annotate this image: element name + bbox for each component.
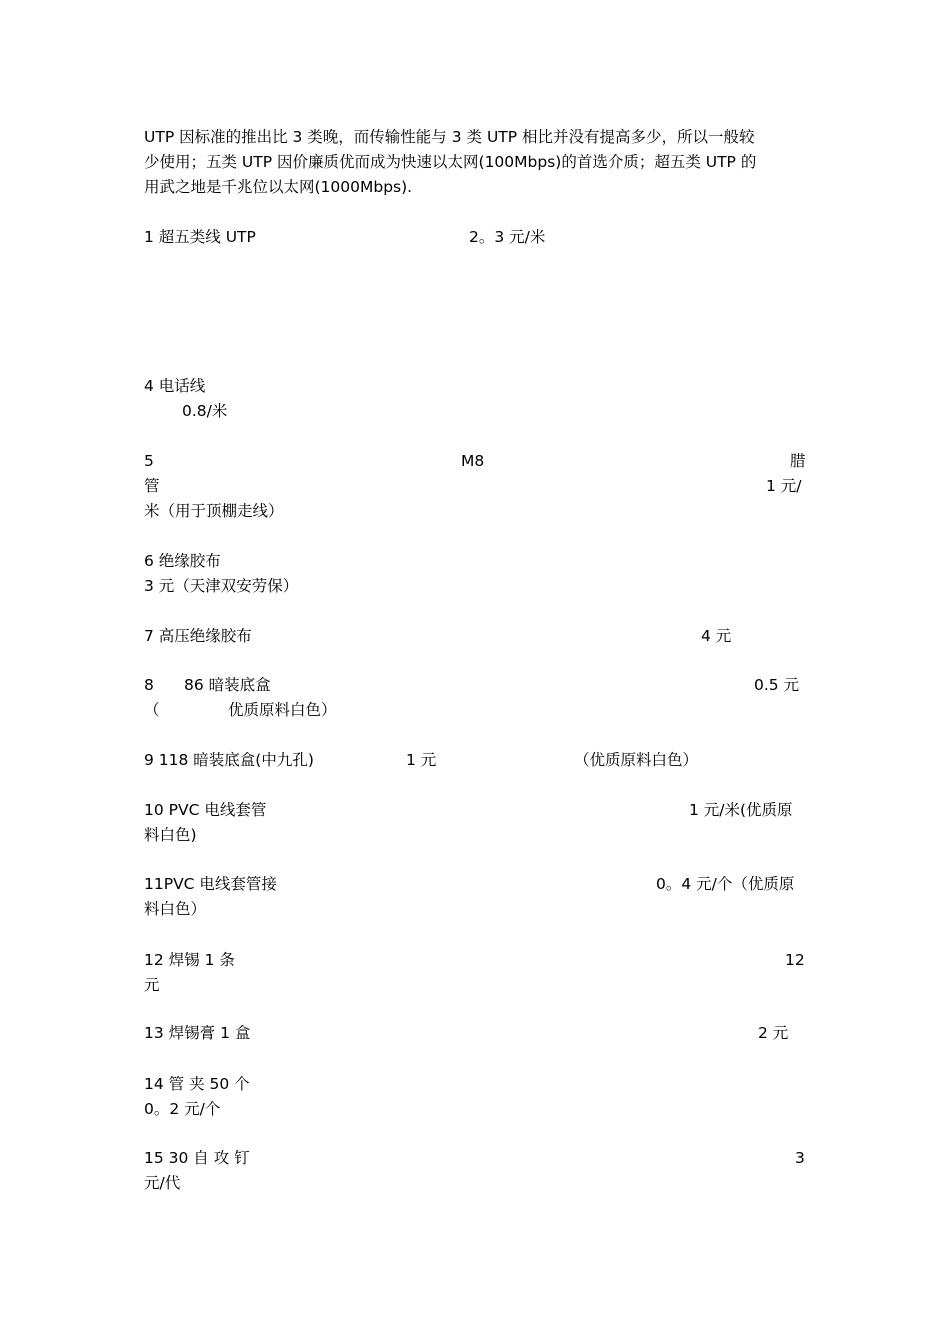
item-15-name: 15 30 自 攻 钉	[144, 1149, 250, 1167]
item-12-name: 12 焊锡 1 条	[144, 951, 235, 969]
item-15-price: 3	[795, 1149, 805, 1167]
item-8-number: 8	[144, 676, 154, 694]
item-11-name: 11PVC 电线套管接	[144, 875, 277, 893]
item-9-name: 9 118 暗装底盒(中九孔)	[144, 751, 314, 769]
item-5-price: 1 元/	[766, 477, 802, 495]
item-8-price: 0.5 元	[754, 676, 800, 694]
item-10-price: 1 元/米(优质原	[689, 801, 793, 819]
item-10-note: 料白色)	[144, 826, 197, 844]
item-5-spec: M8	[461, 452, 485, 470]
item-9-note: （优质原料白色）	[574, 751, 699, 769]
intro-line-2: 少使用；五类 UTP 因价廉质优而成为快速以太网(100Mbps)的首选介质；超五类 UTP 的	[144, 153, 757, 171]
item-11-note: 料白色）	[144, 900, 207, 918]
item-13-name: 13 焊锡膏 1 盒	[144, 1024, 251, 1042]
item-14-name: 14 管 夹 50 个	[144, 1075, 250, 1093]
item-1-price: 2。3 元/米	[469, 228, 546, 246]
item-9-price: 1 元	[406, 751, 437, 769]
item-7-price: 4 元	[701, 627, 732, 645]
item-13-price: 2 元	[758, 1024, 789, 1042]
item-4-name: 4 电话线	[144, 377, 206, 395]
item-5-number: 5	[144, 452, 154, 470]
item-6-name: 6 绝缘胶布	[144, 552, 221, 570]
item-14-price: 0。2 元/个	[144, 1100, 221, 1118]
item-12-unit: 元	[144, 976, 160, 994]
item-15-unit: 元/代	[144, 1174, 181, 1192]
item-8-note: 优质原料白色）	[228, 701, 337, 719]
item-5-name-b: 管	[144, 477, 160, 495]
item-6-price: 3 元（天津双安劳保）	[144, 577, 299, 595]
item-11-price: 0。4 元/个（优质原	[656, 875, 795, 893]
intro-line-3: 用武之地是千兆位以太网(1000Mbps).	[144, 178, 413, 196]
item-8-name: 86 暗装底盒	[184, 676, 271, 694]
item-8-note-open: （	[144, 701, 160, 719]
item-5-price-note: 米（用于顶棚走线）	[144, 502, 284, 520]
item-10-name: 10 PVC 电线套管	[144, 801, 267, 819]
item-1-name: 1 超五类线 UTP	[144, 228, 256, 246]
item-7-name: 7 高压绝缘胶布	[144, 627, 252, 645]
intro-line-1: UTP 因标准的推出比 3 类晚，而传输性能与 3 类 UTP 相比并没有提高多少，所以一般较	[144, 128, 755, 146]
item-5-name-a: 腊	[790, 452, 806, 470]
item-4-price: 0.8/米	[182, 402, 228, 420]
item-12-price: 12	[785, 951, 805, 969]
